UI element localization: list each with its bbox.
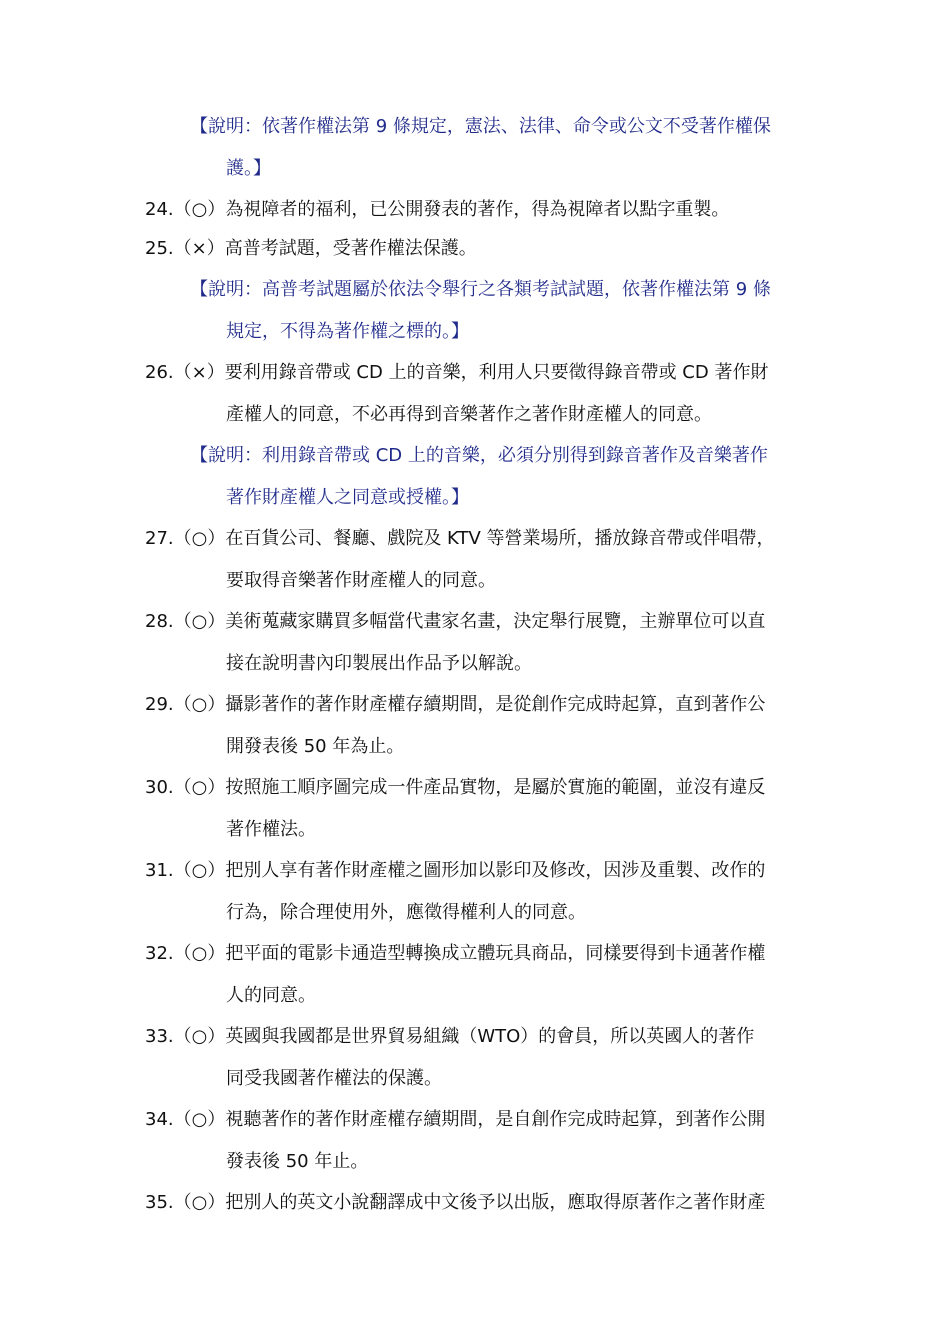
question-31-cont: 行為，除合理使用外，應徵得權利人的同意。 <box>226 902 586 923</box>
question-31: 31.（○）把別人享有著作財產權之圖形加以影印及修改，因涉及重製、改作的 <box>145 860 766 881</box>
question-29: 29.（○）攝影著作的著作財產權存續期間，是從創作完成時起算，直到著作公 <box>145 694 766 715</box>
question-27: 27.（○）在百貨公司、餐廳、戲院及 KTV 等營業場所，播放錄音帶或伴唱帶， <box>145 528 775 549</box>
question-35: 35.（○）把別人的英文小說翻譯成中文後予以出版，應取得原著作之著作財產 <box>145 1192 766 1213</box>
question-30-cont: 著作權法。 <box>226 819 316 840</box>
question-33: 33.（○）英國與我國都是世界貿易組織（WTO）的會員，所以英國人的著作 <box>145 1026 755 1047</box>
question-27-cont: 要取得音樂著作財產權人的同意。 <box>226 570 496 591</box>
note-line: 【說明：高普考試題屬於依法令舉行之各類考試試題，依著作權法第 9 條 <box>190 279 771 300</box>
note-line: 【說明：依著作權法第 9 條規定，憲法、法律、命令或公文不受著作權保 <box>190 116 771 137</box>
question-33-cont: 同受我國著作權法的保護。 <box>226 1068 442 1089</box>
question-30: 30.（○）按照施工順序圖完成一件產品實物，是屬於實施的範圍，並沒有違反 <box>145 777 766 798</box>
note-line: 【說明：利用錄音帶或 CD 上的音樂，必須分別得到錄音著作及音樂著作 <box>190 445 768 466</box>
question-28: 28.（○）美術蒐藏家購買多幅當代畫家名畫，決定舉行展覽，主辦單位可以直 <box>145 611 766 632</box>
note-line: 著作財產權人之同意或授權。】 <box>226 487 469 508</box>
question-26: 26.（×）要利用錄音帶或 CD 上的音樂，利用人只要徵得錄音帶或 CD 著作財 <box>145 362 769 383</box>
question-29-cont: 開發表後 50 年為止。 <box>226 736 405 757</box>
question-34-cont: 發表後 50 年止。 <box>226 1151 369 1172</box>
note-line: 規定，不得為著作權之標的。】 <box>226 321 469 342</box>
question-25: 25.（×）高普考試題，受著作權法保護。 <box>145 238 477 259</box>
question-26-cont: 產權人的同意，不必再得到音樂著作之著作財產權人的同意。 <box>226 404 712 425</box>
question-34: 34.（○）視聽著作的著作財產權存續期間，是自創作完成時起算，到著作公開 <box>145 1109 766 1130</box>
question-32-cont: 人的同意。 <box>226 985 316 1006</box>
question-32: 32.（○）把平面的電影卡通造型轉換成立體玩具商品，同樣要得到卡通著作權 <box>145 943 766 964</box>
question-28-cont: 接在說明書內印製展出作品予以解說。 <box>226 653 532 674</box>
note-line: 護。】 <box>226 158 271 179</box>
question-24: 24.（○）為視障者的福利，已公開發表的著作，得為視障者以點字重製。 <box>145 199 730 220</box>
